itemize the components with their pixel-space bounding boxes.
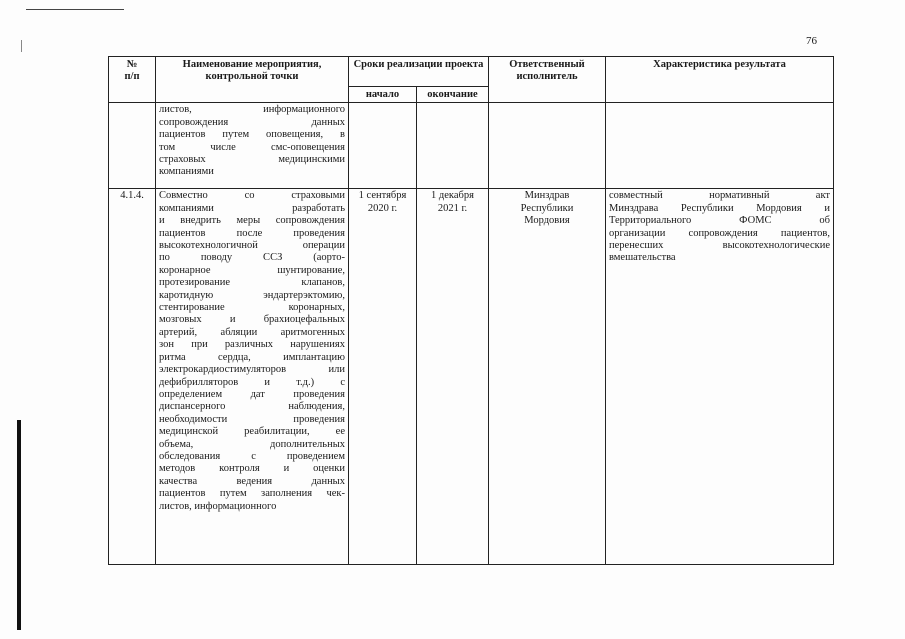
text-line: определением дат проведения bbox=[159, 388, 345, 400]
header-terms: Сроки реализации проекта bbox=[349, 57, 489, 87]
text-line: совместный нормативный акт bbox=[609, 190, 830, 202]
page-number: 76 bbox=[806, 35, 817, 47]
header-num: № п/п bbox=[109, 57, 156, 103]
text-line: диспансерного наблюдения, bbox=[159, 401, 345, 413]
text-line: методов контроля и оценки bbox=[159, 463, 345, 475]
text-line: объема, дополнительных bbox=[159, 438, 345, 450]
cell-end: 1 декабря 2021 г. bbox=[417, 189, 489, 565]
cell-result bbox=[606, 103, 834, 189]
table-row bbox=[109, 103, 834, 189]
cell-result bbox=[606, 189, 834, 565]
text-line: перенесших высокотехнологические bbox=[609, 240, 830, 252]
cell-start bbox=[349, 103, 417, 189]
cell-responsible bbox=[489, 103, 606, 189]
text-line: по поводу ССЗ (аорто- bbox=[159, 252, 345, 264]
text-line: качества ведения данных bbox=[159, 475, 345, 487]
plan-table bbox=[108, 56, 834, 565]
scan-mark bbox=[21, 40, 22, 52]
text-line: обследования с проведением bbox=[159, 450, 345, 462]
text-line: и внедрить меры сопровождения bbox=[159, 215, 345, 227]
header-name: Наименование мероприятия, контрольной точки bbox=[156, 57, 349, 103]
text-line: вмешательства bbox=[609, 252, 676, 264]
text-line: зон при различных нарушениях bbox=[159, 339, 345, 351]
text-line: артерий, абляции аритмогенных bbox=[159, 326, 345, 338]
text-line: каротидную эндартерэктомию, bbox=[159, 289, 345, 301]
text-line: электрокардиостимуляторов или bbox=[159, 364, 345, 376]
header-start: начало bbox=[349, 87, 417, 103]
text-line: страховых медицинскими bbox=[159, 154, 345, 166]
text-line: том числе смс-оповещения bbox=[159, 141, 345, 153]
text-line: пациентов после проведения bbox=[159, 227, 345, 239]
text-line: высокотехнологичной операции bbox=[159, 240, 345, 252]
text-line: Минздрава Республики Мордовия и bbox=[609, 202, 830, 214]
cell-num: 4.1.4. bbox=[109, 189, 156, 565]
text-line: компаниями разработать bbox=[159, 202, 345, 214]
header-responsible: Ответственный исполнитель bbox=[489, 57, 606, 103]
text-line: пациентов путем заполнения чек- bbox=[159, 488, 345, 500]
text-line: мозговых и брахиоцефальных bbox=[159, 314, 345, 326]
text-line: листов, информационного bbox=[159, 500, 277, 512]
text-line: медицинской реабилитации, ее bbox=[159, 426, 345, 438]
scan-edge bbox=[17, 420, 21, 630]
text-line: Территориального ФОМС об bbox=[609, 215, 830, 227]
text-line: сопровождения данных bbox=[159, 116, 345, 128]
text-line: коронарное шунтирование, bbox=[159, 264, 345, 276]
header-end: окончание bbox=[417, 87, 489, 103]
cell-responsible: Минздрав Республики Мордовия bbox=[489, 189, 606, 565]
text-line: дефибрилляторов и т.д.) с bbox=[159, 376, 345, 388]
text-line: компаниями bbox=[159, 166, 214, 178]
cell-end bbox=[417, 103, 489, 189]
text-line: ритма сердца, имплантацию bbox=[159, 351, 345, 363]
header-result: Характеристика результата bbox=[606, 57, 834, 103]
table-row bbox=[109, 189, 834, 565]
text-line: пациентов путем оповещения, в bbox=[159, 129, 345, 141]
text-line: стентирование коронарных, bbox=[159, 302, 345, 314]
top-rule bbox=[26, 9, 124, 10]
text-line: листов, информационного bbox=[159, 104, 345, 116]
text-line: Совместно со страховыми bbox=[159, 190, 345, 202]
text-line: необходимости проведения bbox=[159, 413, 345, 425]
cell-num bbox=[109, 103, 156, 189]
cell-name bbox=[156, 103, 349, 189]
cell-start: 1 сентября 2020 г. bbox=[349, 189, 417, 565]
cell-name bbox=[156, 189, 349, 565]
text-line: организации сопровождения пациентов, bbox=[609, 227, 830, 239]
text-line: протезирование клапанов, bbox=[159, 277, 345, 289]
